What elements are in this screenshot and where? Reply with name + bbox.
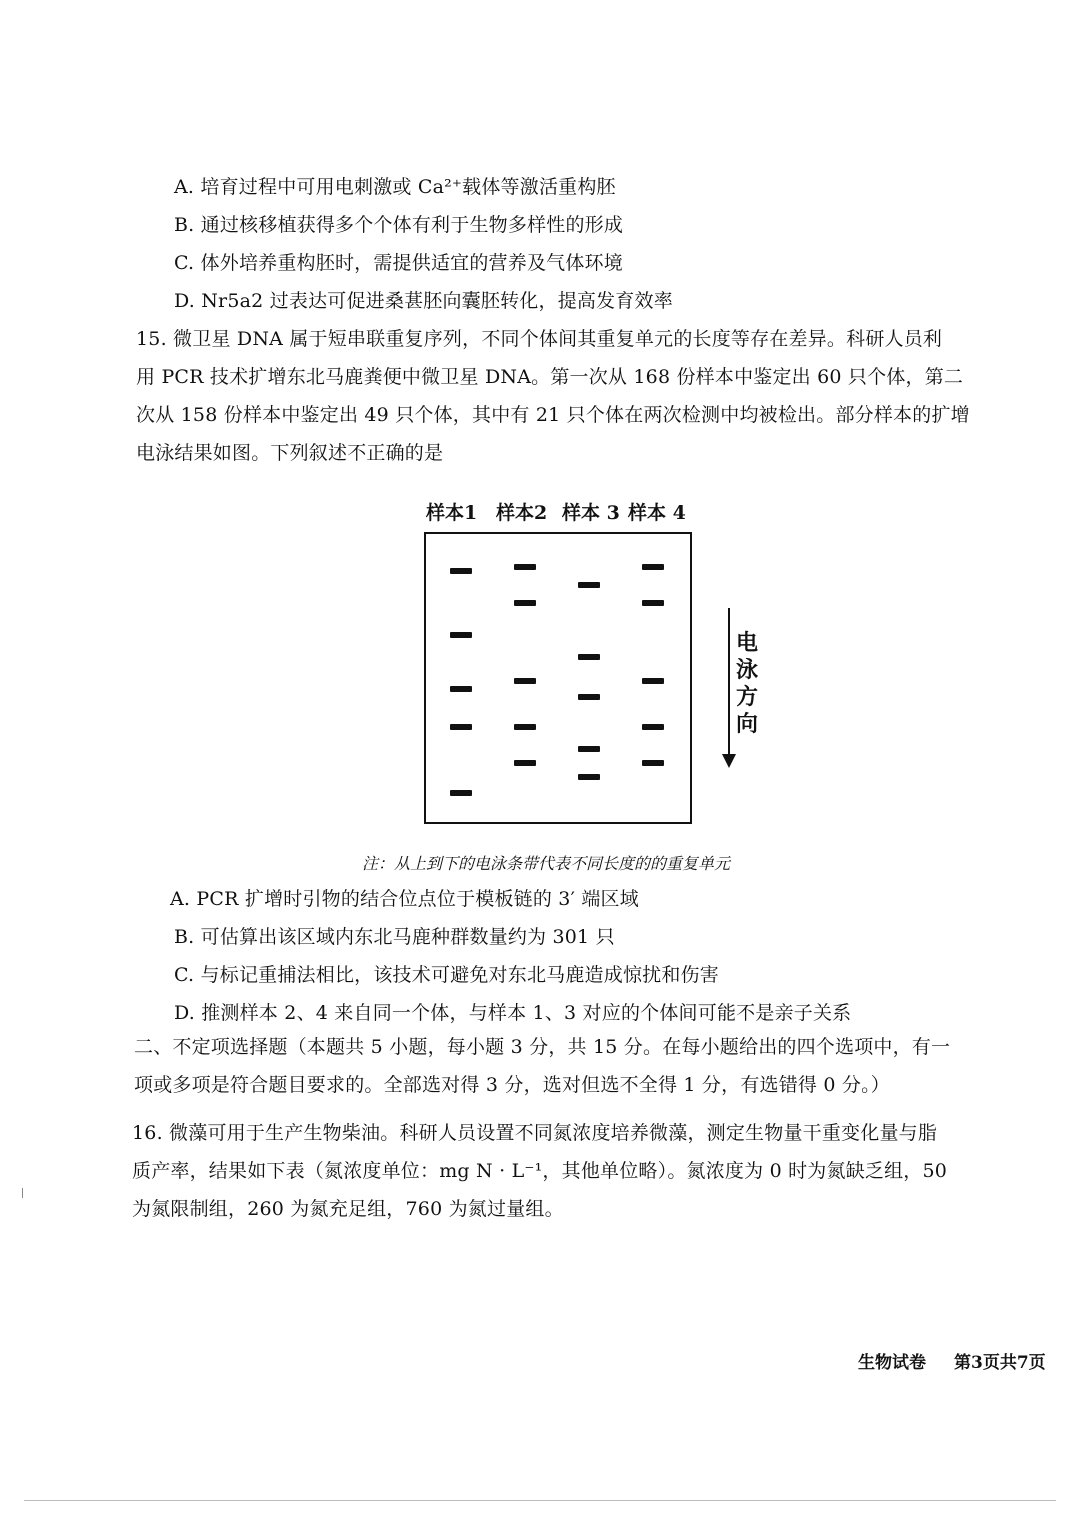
q15-stem-line-3: 次从 158 份样本中鉴定出 49 只个体，其中有 21 只个体在两次检测中均被检出。部分样本的扩增 bbox=[136, 404, 970, 426]
gel-box bbox=[424, 532, 692, 824]
q16-stem-line-1: 16. 微藻可用于生产生物柴油。科研人员设置不同氮浓度培养微藻，测定生物量干重变化量与脂 bbox=[132, 1122, 938, 1144]
band-lane2-4 bbox=[514, 724, 536, 730]
sample-label-2: 样本2 bbox=[496, 502, 548, 524]
q15-option-b: B. 可估算出该区域内东北马鹿种群数量约为 301 只 bbox=[174, 926, 615, 948]
q14-option-c: C. 体外培养重构胚时，需提供适宜的营养及气体环境 bbox=[174, 252, 623, 274]
band-lane4-2 bbox=[642, 600, 664, 606]
band-lane1-1 bbox=[450, 568, 472, 574]
page-bottom-rule bbox=[24, 1500, 1056, 1501]
section2-heading-line-1: 二、不定项选择题（本题共 5 小题，每小题 3 分，共 15 分。在每小题给出的四个选项中，有一 bbox=[134, 1036, 951, 1058]
q15-stem-line-2: 用 PCR 技术扩增东北马鹿粪便中微卫星 DNA。第一次从 168 份样本中鉴定出 60 只个体，第二 bbox=[136, 366, 964, 388]
band-lane4-1 bbox=[642, 564, 664, 570]
band-lane3-5 bbox=[578, 774, 600, 780]
band-lane2-5 bbox=[514, 760, 536, 766]
band-lane2-3 bbox=[514, 678, 536, 684]
q15-option-d: D. 推测样本 2、4 来自同一个体，与样本 1、3 对应的个体间可能不是亲子关系 bbox=[174, 1002, 852, 1024]
band-lane1-4 bbox=[450, 724, 472, 730]
sample-label-3: 样本 3 bbox=[562, 502, 620, 524]
q16-stem-line-3: 为氮限制组，260 为氮充足组，760 为氮过量组。 bbox=[132, 1198, 564, 1220]
band-lane2-2 bbox=[514, 600, 536, 606]
q16-stem-line-2: 质产率，结果如下表（氮浓度单位：mg N · L⁻¹，其他单位略）。氮浓度为 0 时为氮缺乏组，50 bbox=[132, 1160, 948, 1182]
section2-heading-line-2: 项或多项是符合题目要求的。全部选对得 3 分，选对但选不全得 1 分，有选错得 0 分。） bbox=[134, 1074, 891, 1096]
band-lane3-3 bbox=[578, 694, 600, 700]
q15-stem-line-4: 电泳结果如图。下列叙述不正确的是 bbox=[136, 442, 444, 464]
footer-subject: 生物试卷 bbox=[858, 1353, 926, 1373]
electrophoresis-figure bbox=[380, 492, 800, 852]
figure-note: 注：从上到下的电泳条带代表不同长度的的重复单元 bbox=[362, 854, 731, 873]
band-lane3-4 bbox=[578, 746, 600, 752]
direction-label: 电泳方向 bbox=[736, 630, 759, 737]
band-lane4-4 bbox=[642, 724, 664, 730]
band-lane1-2 bbox=[450, 632, 472, 638]
q14-option-b: B. 通过核移植获得多个个体有利于生物多样性的形成 bbox=[174, 214, 624, 236]
footer-page-number: 第3页共7页 bbox=[954, 1353, 1046, 1373]
band-lane1-5 bbox=[450, 790, 472, 796]
q15-option-a: A. PCR 扩增时引物的结合位点位于模板链的 3′ 端区域 bbox=[170, 888, 639, 910]
sample-label-1: 样本1 bbox=[426, 502, 478, 524]
band-lane2-1 bbox=[514, 564, 536, 570]
direction-arrow-shaft bbox=[728, 608, 730, 758]
band-lane1-3 bbox=[450, 686, 472, 692]
q15-stem-line-1: 15. 微卫星 DNA 属于短串联重复序列，不同个体间其重复单元的长度等存在差异。科研人员利 bbox=[136, 328, 943, 350]
q15-option-c: C. 与标记重捕法相比，该技术可避免对东北马鹿造成惊扰和伤害 bbox=[174, 964, 719, 986]
band-lane3-1 bbox=[578, 582, 600, 588]
band-lane3-2 bbox=[578, 654, 600, 660]
arrow-down-icon bbox=[722, 754, 736, 768]
q14-option-d: D. Nr5a2 过表达可促进桑葚胚向囊胚转化，提高发育效率 bbox=[174, 290, 673, 312]
band-lane4-3 bbox=[642, 678, 664, 684]
q14-option-a: A. 培育过程中可用电刺激或 Ca²⁺载体等激活重构胚 bbox=[174, 176, 616, 198]
band-lane4-5 bbox=[642, 760, 664, 766]
scan-edge-mark bbox=[22, 1188, 23, 1198]
sample-label-4: 样本 4 bbox=[628, 502, 686, 524]
